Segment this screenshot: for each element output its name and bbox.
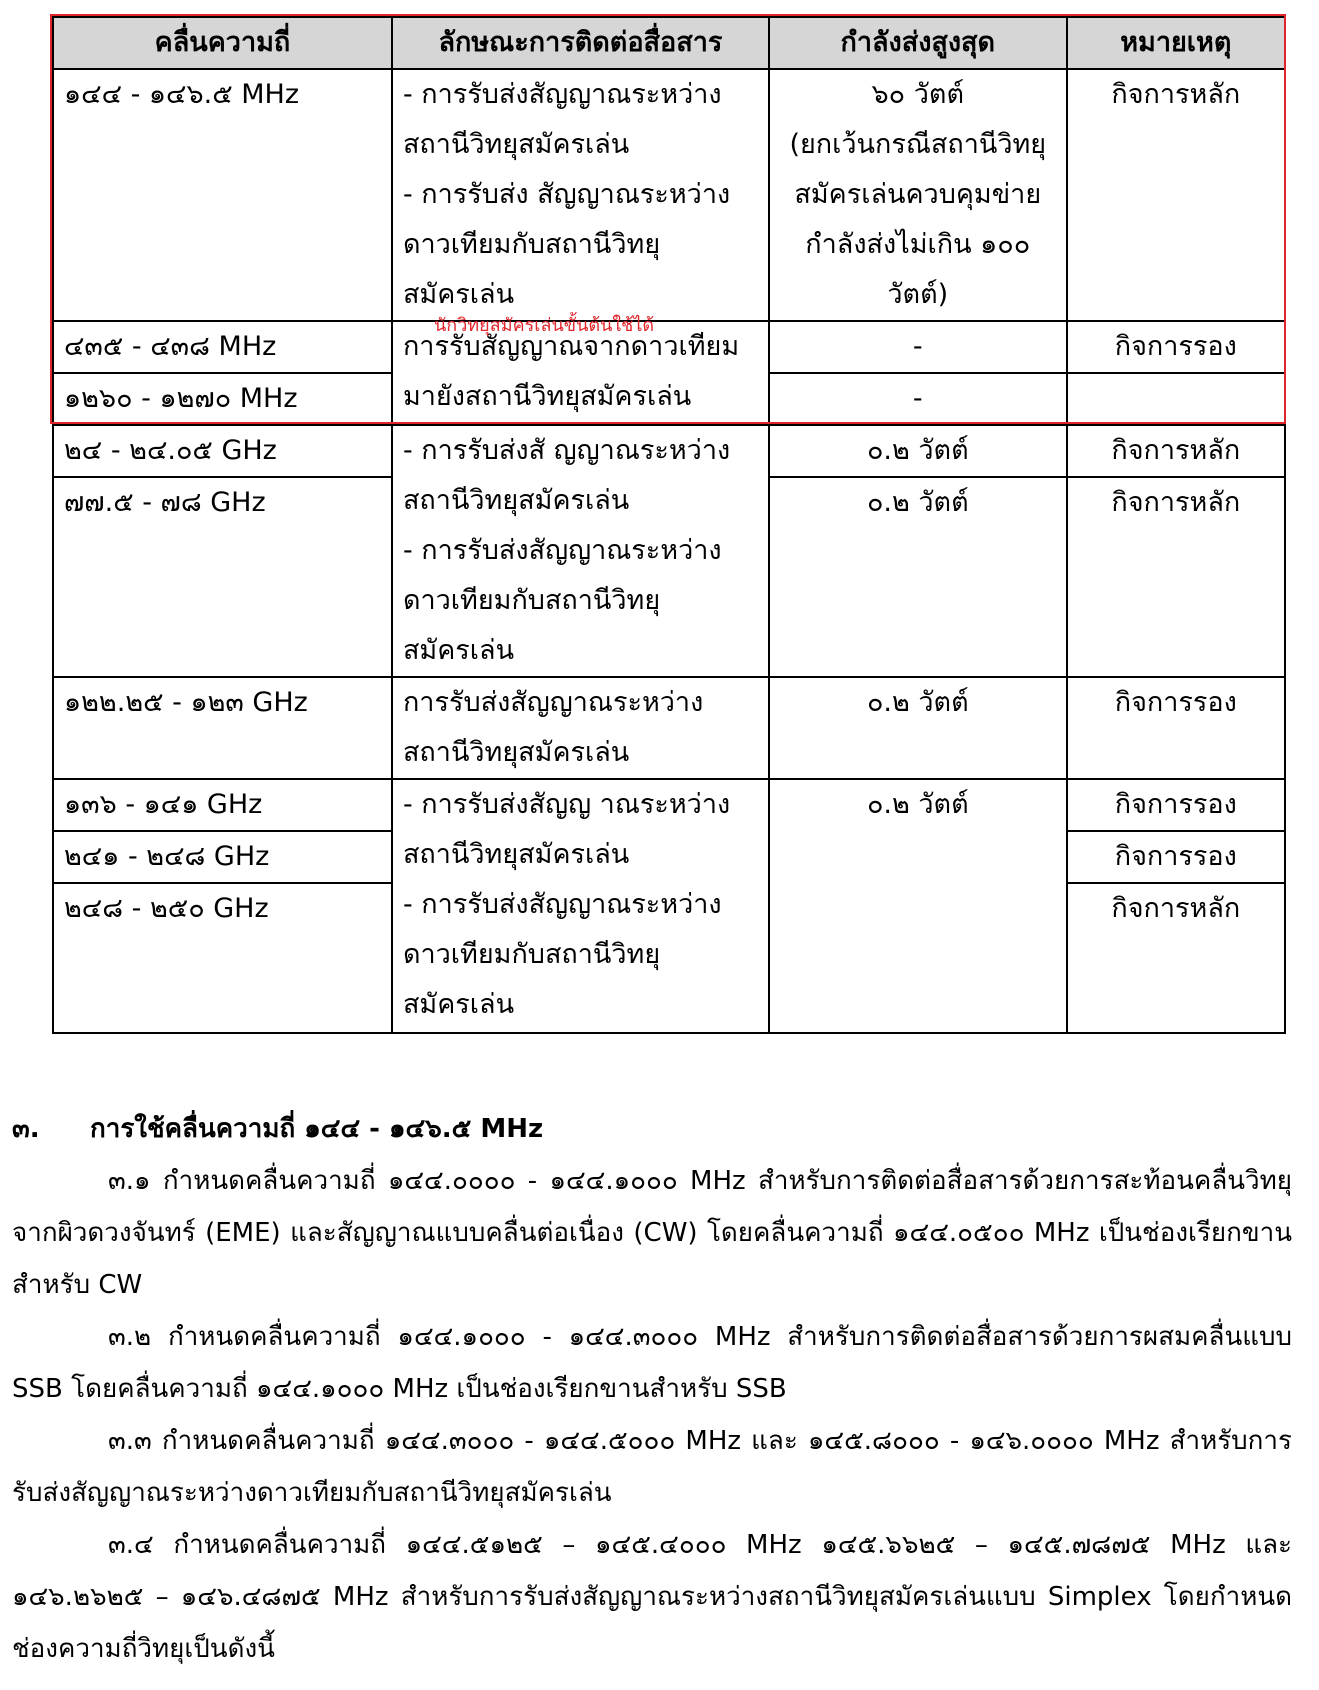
table-row [53,321,1285,373]
header-characteristics: ลักษณะการติดต่อสื่อสาร [392,17,769,69]
characteristics-line: - การรับส่งสัญญาณระหว่าง [402,889,722,920]
characteristics-line: ดาวเทียมกับสถานีวิทยุ [402,939,661,970]
header-remark: หมายเหตุ [1067,17,1285,69]
characteristics-line: การรับส่งสัญญาณระหว่าง [402,687,704,718]
remark-cell: กิจการรอง [1067,779,1285,831]
frequency-cell: ๑๒๒.๒๕ - ๑๒๓ GHz [53,677,392,779]
characteristics-cell [392,677,769,779]
characteristics-line: - การรับส่ง สัญญาณระหว่าง [402,179,731,210]
characteristics-line: สถานีวิทยุสมัครเล่น [402,839,630,870]
remark-cell [1067,373,1285,425]
power-cell: ๐.๒ วัตต์ [769,477,1067,677]
frequency-cell: ๗๗.๕ - ๗๘ GHz [53,477,392,677]
characteristics-cell [392,425,769,677]
characteristics-line: ดาวเทียมกับสถานีวิทยุ [402,229,661,260]
header-frequency: คลื่นความถี่ [53,17,392,69]
power-line: สมัครเล่นควบคุมข่าย [794,179,1042,210]
table-row [53,677,1285,779]
power-cell: ๐.๒ วัตต์ [769,779,1067,1033]
remark-cell: กิจการรอง [1067,321,1285,373]
characteristics-line: สถานีวิทยุสมัครเล่น [402,129,630,160]
section-number: ๓. [12,1114,40,1144]
frequency-cell: ๔๓๕ - ๔๓๘ MHz [53,321,392,373]
paragraph: ๓.๑ กำหนดคลื่นความถี่ ๑๔๔.๐๐๐๐ - ๑๔๔.๑๐๐๐ MHz สำหรับการติดต่อสื่อสารด้วยการสะท้อนคลื่นวิทยุจากผิวดวงจันทร์ (EME) และสัญญาณแบบคลื่นต่อเนื่อง (CW) โดยคลื่นความถี่ ๑๔๔.๐๕๐๐ MHz เป็นช่องเรียกขานสำหรับ CW [12,1166,1292,1300]
characteristics-line: ดาวเทียมกับสถานีวิทยุ [402,585,661,616]
frequency-cell: ๑๔๔ - ๑๔๖.๕ MHz [53,69,392,321]
power-line: (ยกเว้นกรณีสถานีวิทยุ [789,129,1047,160]
characteristics-cell [392,69,769,321]
section-title: การใช้คลื่นความถี่ ๑๔๔ - ๑๔๖.๕ MHz [90,1114,544,1144]
remark-cell: กิจการรอง [1067,677,1285,779]
power-cell: - [769,373,1067,425]
characteristics-line: สถานีวิทยุสมัครเล่น [402,485,630,516]
remark-cell: กิจการรอง [1067,831,1285,883]
characteristics-line: สมัครเล่น [402,635,515,666]
remark-cell: กิจการหลัก [1067,883,1285,1033]
section-3 [12,1108,1292,1675]
frequency-cell: ๑๓๖ - ๑๔๑ GHz [53,779,392,831]
characteristics-line: การรับสัญญาณจากดาวเทียม [402,331,740,362]
section-heading [12,1108,1292,1149]
remark-cell: กิจการหลัก [1067,69,1285,321]
characteristics-line: - การรับส่งสัญญาณระหว่าง [402,79,722,110]
frequency-cell: ๒๔๑ - ๒๔๘ GHz [53,831,392,883]
red-annotation: นักวิทยุสมัครเล่นขั้นต้นใช้ได้ [434,315,655,336]
characteristics-line: มายังสถานีวิทยุสมัครเล่น [402,381,692,412]
characteristics-line: สมัครเล่น [402,989,515,1020]
paragraph: ๓.๒ กำหนดคลื่นความถี่ ๑๔๔.๑๐๐๐ - ๑๔๔.๓๐๐๐ MHz สำหรับการติดต่อสื่อสารด้วยการผสมคลื่นแบบ SSB โดยคลื่นความถี่ ๑๔๔.๑๐๐๐ MHz เป็นช่องเรียกขานสำหรับ SSB [12,1322,1292,1404]
frequency-cell: ๒๔๘ - ๒๕๐ GHz [53,883,392,1033]
table-row [53,425,1285,477]
power-line: กำลังส่งไม่เกิน ๑๐๐ [805,229,1031,260]
characteristics-line: สถานีวิทยุสมัครเล่น [402,737,630,768]
characteristics-line: - การรับส่งสัญญาณระหว่าง [402,535,722,566]
characteristics-line: - การรับส่งสัญญ าณระหว่าง [402,789,731,820]
power-cell: ๐.๒ วัตต์ [769,425,1067,477]
power-cell [769,69,1067,321]
power-cell: ๐.๒ วัตต์ [769,677,1067,779]
remark-cell: กิจการหลัก [1067,477,1285,677]
power-line: ๖๐ วัตต์ [871,79,964,110]
paragraph: ๓.๔ กำหนดคลื่นความถี่ ๑๔๔.๕๑๒๕ – ๑๔๕.๔๐๐๐ MHz ๑๔๕.๖๖๒๕ – ๑๔๕.๗๘๗๕ MHz และ ๑๔๖.๒๖๒๕ – ๑๔๖.๔๘๗๕ MHz สำหรับการรับส่งสัญญาณระหว่างสถานีวิทยุสมัครเล่นแบบ Simplex โดยกำหนดช่องความถี่วิทยุเป็นดังนี้ [12,1530,1292,1664]
paragraph: ๓.๓ กำหนดคลื่นความถี่ ๑๔๔.๓๐๐๐ - ๑๔๔.๕๐๐๐ MHz และ ๑๔๕.๘๐๐๐ - ๑๔๖.๐๐๐๐ MHz สำหรับการรับส่งสัญญาณระหว่างดาวเทียมกับสถานีวิทยุสมัครเล่น [12,1426,1292,1508]
power-line: วัตต์) [887,279,949,310]
power-cell: - [769,321,1067,373]
header-max-power: กำลังส่งสูงสุด [769,17,1067,69]
table-row [53,69,1285,321]
remark-cell: กิจการหลัก [1067,425,1285,477]
characteristics-line: - การรับส่งสั ญญาณระหว่าง [402,435,731,466]
frequency-allocation-table [52,16,1286,1034]
characteristics-line: สมัครเล่น [402,279,515,310]
table-header-row [53,17,1285,69]
characteristics-cell [392,779,769,1033]
table-row [53,779,1285,831]
frequency-cell: ๒๔ - ๒๔.๐๕ GHz [53,425,392,477]
frequency-cell: ๑๒๖๐ - ๑๒๗๐ MHz [53,373,392,425]
